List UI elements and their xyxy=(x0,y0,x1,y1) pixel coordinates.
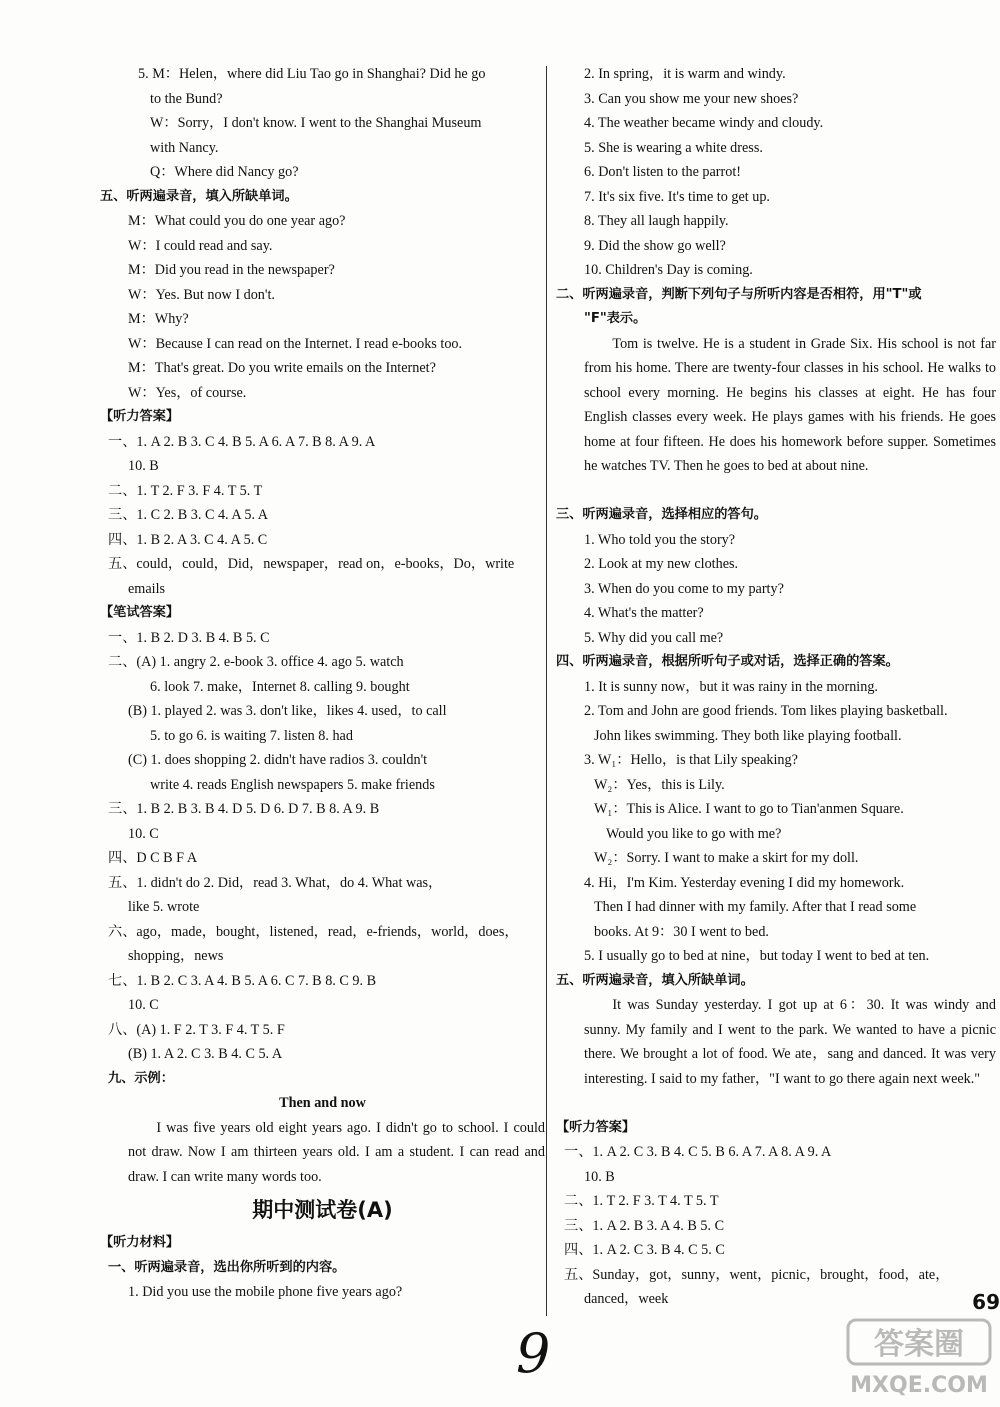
right-line: danced，week xyxy=(584,1291,669,1307)
right-line: 三、听两遍录音，选择相应的答句。 xyxy=(556,507,767,522)
right-line: 5. Why did you call me? xyxy=(584,629,724,646)
right-line: 二、听两遍录音，判断下列句子与所听内容是否相符，用"T"或 xyxy=(556,286,922,302)
left-line: 三、1. C 2. B 3. C 4. A 5. A xyxy=(108,507,269,523)
right-line: 3. Can you show me your new shoes? xyxy=(584,90,799,107)
left-line: 10. B xyxy=(128,458,159,474)
left-line: W：Because I can read on the Internet. I read e-books too. xyxy=(128,335,463,352)
left-line: W：Yes，of course. xyxy=(128,384,247,401)
left-line: 一、1. B 2. D 3. B 4. B 5. C xyxy=(108,629,270,646)
right-line: 3. When do you come to my party? xyxy=(584,580,784,597)
right-line: 1. Who told you the story? xyxy=(584,531,736,548)
right-line: 【听力答案】 xyxy=(556,1119,636,1135)
right-line: 三、1. A 2. B 3. A 4. B 5. C xyxy=(564,1217,725,1234)
right-column xyxy=(556,62,996,1312)
left-line: 七、1. B 2. C 3. A 4. B 5. A 6. C 7. B 8. C 9. B xyxy=(108,972,377,989)
left-line: M：That's great. Do you write emails on the Internet? xyxy=(128,360,436,376)
left-line: M：Why? xyxy=(128,311,189,327)
left-line: 一、听两遍录音，选出你所听到的内容。 xyxy=(108,1259,346,1275)
left-line: 六、ago，made，bought，listened，read，e-friends，world，does， xyxy=(108,923,519,940)
left-line: 九、示例： xyxy=(108,1070,174,1086)
right-line: 2. Look at my new clothes. xyxy=(584,556,739,572)
right-line: 9. Did the show go well? xyxy=(584,237,726,254)
left-line: 5. to go 6. is waiting 7. listen 8. had xyxy=(150,727,353,744)
left-line: 1. Did you use the mobile phone five years ago? xyxy=(128,1284,403,1300)
left-line: I was five years old eight years ago. I didn't go to school. I could not draw. Now I am thirteen years old. I am a student. I can read and draw. I can write many words too. xyxy=(128,1119,545,1185)
left-line: 一、1. A 2. B 3. C 4. B 5. A 6. A 7. B 8. A 9. A xyxy=(108,433,376,450)
left-line: 【笔试答案】 xyxy=(100,605,180,620)
left-line: M：Did you read in the newspaper? xyxy=(128,262,335,278)
watermark-logo xyxy=(844,1318,994,1400)
left-line: 二、1. T 2. F 3. F 4. T 5. T xyxy=(108,482,263,499)
handwritten-mark: 9 xyxy=(516,1322,551,1385)
right-line: 10. Children's Day is coming. xyxy=(584,262,753,278)
right-line: 7. It's six five. It's time to get up. xyxy=(584,188,770,205)
right-line: 5. I usually go to bed at nine，but today I went to bed at ten. xyxy=(584,948,930,964)
left-line: W：Sorry，I don't know. I went to the Shanghai Museum xyxy=(150,115,482,131)
left-line: 四、D C B F A xyxy=(108,850,198,866)
right-line: Would you like to go with me? xyxy=(606,825,782,842)
right-line: 五、听两遍录音，填入所缺单词。 xyxy=(556,972,754,988)
right-line: 二、1. T 2. F 3. T 4. T 5. T xyxy=(564,1193,719,1209)
right-line: "F"表示。 xyxy=(584,311,647,326)
left-line: (B) 1. A 2. C 3. B 4. C 5. A xyxy=(128,1046,283,1062)
left-line: with Nancy. xyxy=(150,139,219,156)
left-line: emails xyxy=(128,580,166,597)
left-line: write 4. reads English newspapers 5. make friends xyxy=(150,776,435,793)
watermark-text: 答案圈 xyxy=(874,1327,964,1362)
right-line: 2. In spring，it is warm and windy. xyxy=(584,66,786,82)
right-line: 1. It is sunny now，but it was rainy in the morning. xyxy=(584,678,878,695)
right-line: W₂：Sorry. I want to make a skirt for my doll. xyxy=(594,850,859,866)
right-line: W₂：Yes，this is Lily. xyxy=(594,776,725,793)
left-line: 【听力材料】 xyxy=(100,1235,180,1250)
left-line: W：I could read and say. xyxy=(128,237,273,254)
right-line: 6. Don't listen to the parrot! xyxy=(584,164,742,180)
left-line: 五、听两遍录音，填入所缺单词。 xyxy=(100,188,298,204)
right-line: W₁：This is Alice. I want to go to Tian'anmen Square. xyxy=(594,801,904,817)
right-line: 四、听两遍录音，根据所听句子或对话，选择正确的答案。 xyxy=(556,654,899,669)
left-line: 10. C xyxy=(128,825,159,842)
left-line: 二、(A) 1. angry 2. e-book 3. office 4. ago 5. watch xyxy=(108,654,404,670)
watermark-url: MXQE.COM xyxy=(850,1373,988,1398)
left-line: 五、could，could，Did，newspaper，read on，e-books，Do，write xyxy=(108,556,515,572)
left-line: 五、1. didn't do 2. Did，read 3. What，do 4. What was， xyxy=(108,874,443,891)
left-line: 期中测试卷(A) xyxy=(252,1198,393,1222)
left-line: to the Bund? xyxy=(150,90,223,107)
left-line: shopping，news xyxy=(128,948,224,964)
left-line: 5. M：Helen，where did Liu Tao go in Shanghai? Did he go xyxy=(138,66,486,82)
left-line: (B) 1. played 2. was 3. don't like，likes 4. used，to call xyxy=(128,703,447,719)
right-line: 一、1. A 2. C 3. B 4. C 5. B 6. A 7. A 8. A 9. A xyxy=(564,1144,832,1160)
right-line: 4. Hi，I'm Kim. Yesterday evening I did my homework. xyxy=(584,874,905,891)
left-line: W：Yes. But now I don't. xyxy=(128,286,275,303)
left-line: M：What could you do one year ago? xyxy=(128,213,346,229)
right-line: 8. They all laugh happily. xyxy=(584,213,729,229)
right-line: books. At 9：30 I went to bed. xyxy=(594,923,769,940)
right-line: 4. What's the matter? xyxy=(584,605,704,621)
left-line: Then and now xyxy=(279,1095,366,1111)
right-line: John likes swimming. They both like playing football. xyxy=(594,727,902,744)
right-line: 4. The weather became windy and cloudy. xyxy=(584,115,824,131)
right-line: It was Sunday yesterday. I got up at 6：30. It was windy and sunny. My family and I went to the park. We wanted to have a picnic there. We brought a lot of food. We ate，sang and danced. It was very interesting. I said to my father，"I want to go there again next week." xyxy=(584,997,996,1087)
left-line: 6. look 7. make，Internet 8. calling 9. bought xyxy=(150,678,410,695)
left-line: (C) 1. does shopping 2. didn't have radios 3. couldn't xyxy=(128,752,428,768)
left-line: 四、1. B 2. A 3. C 4. A 5. C xyxy=(108,531,268,548)
right-line: 5. She is wearing a white dress. xyxy=(584,139,763,156)
right-line: 四、1. A 2. C 3. B 4. C 5. C xyxy=(564,1242,725,1258)
right-line: 2. Tom and John are good friends. Tom likes playing basketball. xyxy=(584,703,948,719)
right-line: 五、Sunday，got，sunny，went，picnic，brought，food，ate， xyxy=(564,1266,950,1283)
left-line: Q：Where did Nancy go? xyxy=(150,164,299,180)
left-line: 【听力答案】 xyxy=(100,409,180,424)
column-divider xyxy=(546,66,547,1316)
right-line: 10. B xyxy=(584,1168,615,1185)
left-line: 三、1. B 2. B 3. B 4. D 5. D 6. D 7. B 8. A 9. B xyxy=(108,801,380,817)
right-line: Tom is twelve. He is a student in Grade Six. His school is not far from his home. There are twenty-four classes in his school. He walks to school every morning. He begins his classes at eight. He has four English classes every week. He plays games with his friends. He goes home at four fifteen. He does his homework before supper. Sometimes he watches TV. Then he goes to bed at about nine. xyxy=(584,335,996,474)
page-number: 69 xyxy=(972,1290,1000,1314)
left-column xyxy=(100,62,545,1305)
left-line: like 5. wrote xyxy=(128,899,200,915)
left-line: 10. C xyxy=(128,997,159,1013)
right-line: 3. W₁：Hello，is that Lily speaking? xyxy=(584,752,798,768)
right-line: Then I had dinner with my family. After that I read some xyxy=(594,899,917,915)
left-line: 八、(A) 1. F 2. T 3. F 4. T 5. F xyxy=(108,1021,285,1038)
